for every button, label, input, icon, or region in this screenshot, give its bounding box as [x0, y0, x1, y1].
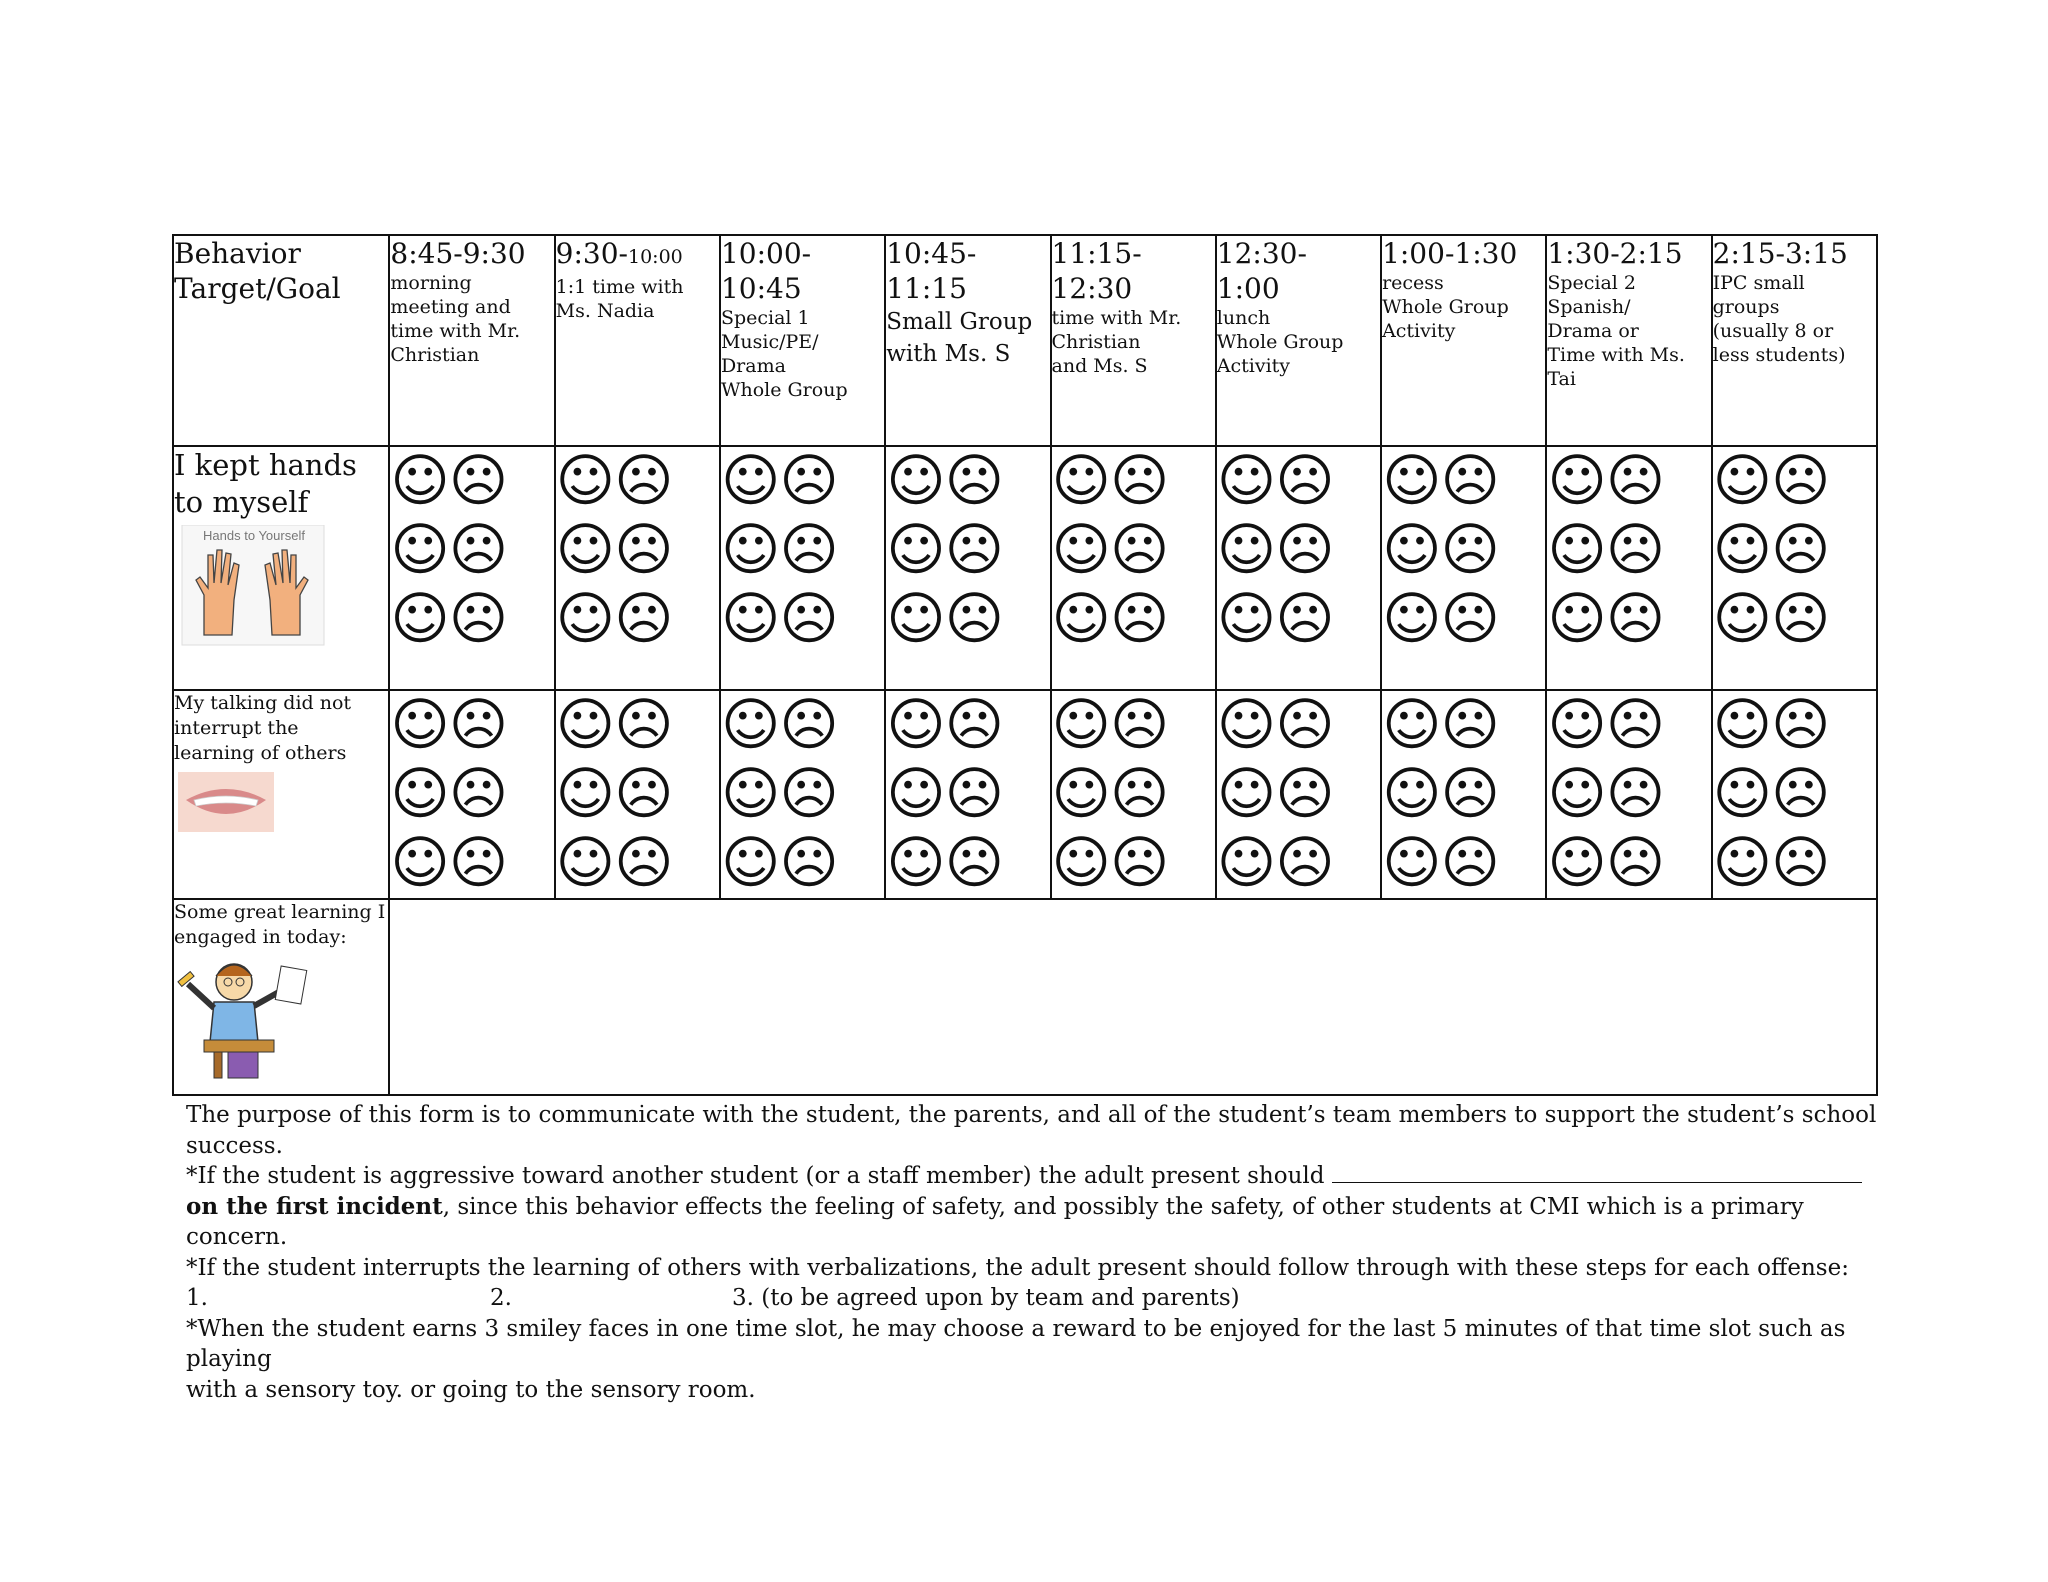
happy-face-icon[interactable]: ☺ [1712, 692, 1772, 758]
happy-face-icon[interactable]: ☺ [1382, 692, 1441, 758]
happy-face-icon[interactable]: ☺ [1051, 692, 1110, 758]
smiley-pair [721, 447, 884, 516]
happy-face-icon[interactable]: ☺ [1712, 830, 1772, 896]
happy-face-icon[interactable]: ☺ [1382, 830, 1441, 896]
smiley-pair [1713, 691, 1876, 760]
happy-face-icon[interactable]: ☺ [1051, 448, 1110, 514]
goal-cell-hands [173, 446, 389, 690]
goal-label-line: Some great learning I [174, 901, 386, 923]
happy-face-icon[interactable]: ☺ [1712, 448, 1772, 514]
sad-face-icon[interactable]: ☹ [614, 448, 673, 514]
smiley-pair [1713, 585, 1876, 654]
behavior-target-goal-header [173, 235, 389, 446]
smiley-pair [721, 760, 884, 829]
goal-header-line: Target/Goal [174, 272, 341, 305]
smiley-rating-cell [1051, 446, 1216, 690]
happy-face-icon[interactable]: ☺ [1382, 761, 1441, 827]
sad-face-icon[interactable]: ☹ [448, 830, 508, 896]
sad-face-icon[interactable]: ☹ [1771, 517, 1830, 583]
sad-face-icon[interactable]: ☹ [1771, 830, 1830, 896]
goal-label-line: My talking did not [174, 692, 352, 714]
smiley-pair [886, 760, 1049, 829]
smiley-pair [1382, 585, 1545, 654]
goal-label-line: interrupt the [174, 717, 299, 739]
happy-face-icon[interactable]: ☺ [555, 761, 615, 827]
learning-notes-box[interactable] [389, 899, 1877, 1095]
time-slot-description: recess Whole Group Activity [1382, 272, 1509, 342]
smiley-rating-cell [555, 690, 720, 899]
sad-face-icon[interactable]: ☹ [1605, 586, 1665, 652]
smiley-pair [390, 691, 553, 760]
sad-face-icon[interactable]: ☹ [779, 830, 838, 896]
sad-face-icon[interactable]: ☹ [1440, 517, 1499, 583]
smiley-rating-cell [1216, 446, 1381, 690]
sad-face-icon[interactable]: ☹ [1109, 761, 1169, 827]
time-slot-description: IPC small groups (usually 8 or less students) [1712, 272, 1846, 366]
happy-face-icon[interactable]: ☺ [1382, 448, 1441, 514]
time-slot-header [1051, 235, 1216, 446]
happy-face-icon[interactable]: ☺ [1547, 448, 1606, 514]
smiley-rating-cell [555, 446, 720, 690]
smiley-pair [1713, 516, 1876, 585]
time-slot-description: time with Mr. Christian and Ms. S [1051, 307, 1182, 377]
happy-face-icon[interactable]: ☺ [390, 517, 449, 583]
smiley-pair [886, 829, 1049, 898]
happy-face-icon[interactable]: ☺ [1216, 586, 1276, 652]
aggression-text: *If the student is aggressive toward another student (or a staff member) the adult present should [186, 1163, 1325, 1189]
sad-face-icon[interactable]: ☹ [1605, 830, 1665, 896]
smiley-pair [556, 829, 719, 898]
happy-face-icon[interactable]: ☺ [555, 692, 615, 758]
smiley-pair [390, 447, 553, 516]
sad-face-icon[interactable]: ☹ [1771, 586, 1830, 652]
goal-cell-talking [173, 690, 389, 899]
steps-row [186, 1283, 1886, 1314]
smiley-pair [556, 585, 719, 654]
smiley-pair [886, 585, 1049, 654]
happy-face-icon[interactable]: ☺ [720, 830, 780, 896]
smiley-rating-cell [389, 446, 554, 690]
sad-face-icon[interactable]: ☹ [1440, 692, 1499, 758]
happy-face-icon[interactable]: ☺ [886, 692, 945, 758]
smiley-pair [886, 691, 1049, 760]
smiley-pair [556, 447, 719, 516]
smiley-pair [886, 516, 1049, 585]
sad-face-icon[interactable]: ☹ [1109, 517, 1169, 583]
smiley-pair [1217, 829, 1380, 898]
happy-face-icon[interactable]: ☺ [1051, 586, 1110, 652]
goal-cell-learning [173, 899, 389, 1095]
hands-to-yourself-picture [174, 525, 330, 647]
smiley-pair [1052, 760, 1215, 829]
happy-face-icon[interactable]: ☺ [1216, 692, 1276, 758]
time-slot-header [1712, 235, 1877, 446]
happy-face-icon[interactable]: ☺ [1712, 586, 1772, 652]
smiley-rating-cell [885, 690, 1050, 899]
smiley-rating-cell [1051, 690, 1216, 899]
time-slot-header [720, 235, 885, 446]
step-three: 3. (to be agreed upon by team and parents) [732, 1285, 1240, 1311]
happy-face-icon[interactable]: ☺ [720, 761, 780, 827]
smiley-rating-cell [1546, 690, 1711, 899]
happy-face-icon[interactable]: ☺ [390, 761, 449, 827]
happy-face-icon[interactable]: ☺ [1547, 692, 1606, 758]
smiley-rating-cell [1712, 690, 1877, 899]
time-slot-header [1216, 235, 1381, 446]
sad-face-icon[interactable]: ☹ [1275, 586, 1334, 652]
sad-face-icon[interactable]: ☹ [1109, 692, 1169, 758]
happy-face-icon[interactable]: ☺ [720, 448, 780, 514]
happy-face-icon[interactable]: ☺ [1216, 448, 1276, 514]
smiley-pair [1217, 516, 1380, 585]
sad-face-icon[interactable]: ☹ [614, 830, 673, 896]
smiley-rating-cell [1381, 690, 1546, 899]
sad-face-icon[interactable]: ☹ [614, 517, 673, 583]
first-incident-bold: on the first incident [186, 1192, 443, 1220]
sad-face-icon[interactable]: ☹ [1605, 761, 1665, 827]
smiley-rating-cell [1216, 690, 1381, 899]
happy-face-icon[interactable]: ☺ [1051, 830, 1110, 896]
time-slot-time: 9:30-10:00 [555, 237, 683, 270]
smiley-pair [1052, 829, 1215, 898]
goal-row-talking [173, 690, 1877, 899]
happy-face-icon[interactable]: ☺ [1216, 761, 1276, 827]
happy-face-icon[interactable]: ☺ [1547, 830, 1606, 896]
smiley-pair [1382, 447, 1545, 516]
header-row [173, 235, 1877, 446]
sad-face-icon[interactable]: ☹ [614, 586, 673, 652]
happy-face-icon[interactable]: ☺ [886, 830, 945, 896]
smiley-rating-cell [1712, 446, 1877, 690]
happy-face-icon[interactable]: ☺ [886, 517, 945, 583]
sad-face-icon[interactable]: ☹ [448, 586, 508, 652]
interruption-note: *If the student interrupts the learning of others with verbalizations, the adult present should follow through with these steps for each offense: [186, 1254, 1849, 1281]
smiley-pair [1382, 691, 1545, 760]
happy-face-icon[interactable]: ☺ [1547, 586, 1606, 652]
time-slot-time: 8:45-9:30 [390, 237, 526, 270]
sad-face-icon[interactable]: ☹ [944, 761, 1004, 827]
behavior-chart-table [172, 234, 1878, 1096]
time-slot-time: 12:30- 1:00 [1216, 237, 1307, 305]
happy-face-icon[interactable]: ☺ [1216, 517, 1276, 583]
smiley-pair [886, 447, 1049, 516]
happy-face-icon[interactable]: ☺ [1051, 517, 1110, 583]
reward-text-end: with a sensory toy. or going to the sensory room. [186, 1376, 756, 1403]
goal-label-line: I kept hands [174, 448, 357, 482]
smiley-pair [390, 829, 553, 898]
goal-row-learning [173, 899, 1877, 1095]
smiley-rating-cell [1546, 446, 1711, 690]
sad-face-icon[interactable]: ☹ [614, 692, 673, 758]
goal-label-line: learning of others [174, 742, 347, 764]
sad-face-icon[interactable]: ☹ [1275, 448, 1334, 514]
smiley-rating-cell [885, 446, 1050, 690]
smiley-pair [1713, 829, 1876, 898]
time-slot-description: lunch Whole Group Activity [1216, 307, 1344, 377]
time-slot-header [1546, 235, 1711, 446]
time-slot-description: Special 1 Music/PE/ Drama Whole Group [720, 307, 848, 401]
aggression-text-rest: , since this behavior effects the feeling of safety, and possibly the safety, of other students at CMI which is a primary concern. [186, 1193, 1804, 1250]
smiley-pair [556, 760, 719, 829]
sad-face-icon[interactable]: ☹ [1109, 586, 1169, 652]
sad-face-icon[interactable]: ☹ [1275, 692, 1334, 758]
sad-face-icon[interactable]: ☹ [448, 517, 508, 583]
smiley-pair [1547, 585, 1710, 654]
smiley-pair [1547, 447, 1710, 516]
happy-face-icon[interactable]: ☺ [555, 830, 615, 896]
sad-face-icon[interactable]: ☹ [944, 586, 1004, 652]
happy-face-icon[interactable]: ☺ [555, 517, 615, 583]
sad-face-icon[interactable]: ☹ [1109, 448, 1169, 514]
reward-text: *When the student earns 3 smiley faces in one time slot, he may choose a reward to be enjoyed for the last 5 minutes of that time slot such as playing [186, 1315, 1846, 1372]
happy-face-icon[interactable]: ☺ [390, 586, 449, 652]
smiley-pair [1547, 760, 1710, 829]
goal-header-line: Behavior [174, 237, 301, 270]
smiley-pair [1547, 829, 1710, 898]
time-slot-time: 10:45- 11:15 [886, 237, 977, 305]
time-slot-time: 1:00-1:30 [1382, 237, 1518, 270]
reward-note [186, 1314, 1886, 1406]
sad-face-icon[interactable]: ☹ [1275, 517, 1334, 583]
smiley-pair [1217, 447, 1380, 516]
smiley-pair [1052, 516, 1215, 585]
sad-face-icon[interactable]: ☹ [944, 517, 1004, 583]
smiley-pair [1713, 447, 1876, 516]
smiley-pair [1052, 447, 1215, 516]
hands-picture-caption: Hands to Yourself [203, 528, 305, 543]
time-slot-header [555, 235, 720, 446]
happy-face-icon[interactable]: ☺ [555, 586, 615, 652]
purpose-note [186, 1100, 1886, 1161]
smiley-pair [1547, 691, 1710, 760]
happy-face-icon[interactable]: ☺ [1216, 830, 1276, 896]
happy-face-icon[interactable]: ☺ [1712, 761, 1772, 827]
time-slot-description: 1:1 time with Ms. Nadia [555, 276, 684, 322]
smiley-pair [721, 585, 884, 654]
smiley-pair [1382, 516, 1545, 585]
step-one: 1. [186, 1285, 208, 1311]
sad-face-icon[interactable]: ☹ [944, 692, 1004, 758]
time-slot-description: Small Group with Ms. S [886, 309, 1033, 367]
time-slot-header [1381, 235, 1546, 446]
smiley-pair [1382, 829, 1545, 898]
happy-face-icon[interactable]: ☺ [1547, 761, 1606, 827]
happy-face-icon[interactable]: ☺ [1712, 517, 1772, 583]
sad-face-icon[interactable]: ☹ [1440, 761, 1499, 827]
happy-face-icon[interactable]: ☺ [555, 448, 615, 514]
smiley-pair [390, 760, 553, 829]
goal-label-line: engaged in today: [174, 926, 347, 948]
aggression-blank-line[interactable] [1332, 1162, 1862, 1183]
sad-face-icon[interactable]: ☹ [1275, 830, 1334, 896]
smiley-pair [1217, 691, 1380, 760]
sad-face-icon[interactable]: ☹ [779, 692, 838, 758]
smiley-pair [390, 585, 553, 654]
smiley-rating-cell [1381, 446, 1546, 690]
smiley-rating-cell [720, 446, 885, 690]
sad-face-icon[interactable]: ☹ [448, 692, 508, 758]
happy-face-icon[interactable]: ☺ [720, 517, 780, 583]
smiley-pair [1217, 585, 1380, 654]
happy-face-icon[interactable]: ☺ [390, 830, 449, 896]
aggression-note [186, 1161, 1886, 1253]
smiley-pair [556, 516, 719, 585]
sad-face-icon[interactable]: ☹ [1771, 692, 1830, 758]
sad-face-icon[interactable]: ☹ [1440, 586, 1499, 652]
sad-face-icon[interactable]: ☹ [1605, 692, 1665, 758]
time-slot-time: 2:15-3:15 [1712, 237, 1848, 270]
sad-face-icon[interactable]: ☹ [1440, 830, 1499, 896]
student-learning-cartoon [174, 954, 314, 1084]
form-notes [186, 1100, 1886, 1405]
sad-face-icon[interactable]: ☹ [779, 586, 838, 652]
sad-face-icon[interactable]: ☹ [779, 517, 838, 583]
happy-face-icon[interactable]: ☺ [1051, 761, 1110, 827]
sad-face-icon[interactable]: ☹ [1771, 761, 1830, 827]
happy-face-icon[interactable]: ☺ [886, 448, 945, 514]
sad-face-icon[interactable]: ☹ [1771, 448, 1830, 514]
sad-face-icon[interactable]: ☹ [1605, 448, 1665, 514]
smiley-pair [721, 829, 884, 898]
happy-face-icon[interactable]: ☺ [886, 586, 945, 652]
smiley-pair [390, 516, 553, 585]
happy-face-icon[interactable]: ☺ [886, 761, 945, 827]
happy-face-icon[interactable]: ☺ [1382, 517, 1441, 583]
smiley-pair [1547, 516, 1710, 585]
happy-face-icon[interactable]: ☺ [390, 448, 449, 514]
time-slot-header [885, 235, 1050, 446]
time-slot-description: morning meeting and time with Mr. Christian [390, 272, 521, 366]
smiling-mouth-picture [174, 770, 278, 834]
sad-face-icon[interactable]: ☹ [944, 830, 1004, 896]
time-slot-time: 10:00- 10:45 [720, 237, 812, 305]
smiley-pair [556, 691, 719, 760]
time-slot-header [389, 235, 554, 446]
happy-face-icon[interactable]: ☺ [390, 692, 449, 758]
sad-face-icon[interactable]: ☹ [944, 448, 1004, 514]
goal-label-line: to myself [174, 485, 309, 519]
sad-face-icon[interactable]: ☹ [1605, 517, 1665, 583]
smiley-pair [1217, 760, 1380, 829]
smiley-pair [721, 516, 884, 585]
smiley-pair [1713, 760, 1876, 829]
smiley-rating-cell [720, 690, 885, 899]
smiley-pair [1052, 585, 1215, 654]
time-slot-time: 11:15- 12:30 [1051, 237, 1142, 305]
happy-face-icon[interactable]: ☺ [720, 586, 780, 652]
sad-face-icon[interactable]: ☹ [448, 448, 508, 514]
sad-face-icon[interactable]: ☹ [614, 761, 673, 827]
sad-face-icon[interactable]: ☹ [1275, 761, 1334, 827]
sad-face-icon[interactable]: ☹ [779, 761, 838, 827]
sad-face-icon[interactable]: ☹ [1440, 448, 1499, 514]
purpose-text: The purpose of this form is to communicate with the student, the parents, and all of the student’s team members to support the student’s school [186, 1102, 1877, 1128]
purpose-text-end: success. [186, 1132, 283, 1159]
smiley-rating-cell [389, 690, 554, 899]
step-two: 2. [490, 1285, 512, 1311]
smiley-pair [721, 691, 884, 760]
sad-face-icon[interactable]: ☹ [1109, 830, 1169, 896]
happy-face-icon[interactable]: ☺ [1382, 586, 1441, 652]
time-slot-time: 1:30-2:15 [1547, 237, 1683, 270]
happy-face-icon[interactable]: ☺ [720, 692, 780, 758]
time-slot-description: Special 2 Spanish/ Drama or Time with Ms. Tai [1547, 272, 1685, 390]
sad-face-icon[interactable]: ☹ [779, 448, 838, 514]
goal-row-hands [173, 446, 1877, 690]
sad-face-icon[interactable]: ☹ [448, 761, 508, 827]
smiley-pair [1052, 691, 1215, 760]
happy-face-icon[interactable]: ☺ [1547, 517, 1606, 583]
smiley-pair [1382, 760, 1545, 829]
